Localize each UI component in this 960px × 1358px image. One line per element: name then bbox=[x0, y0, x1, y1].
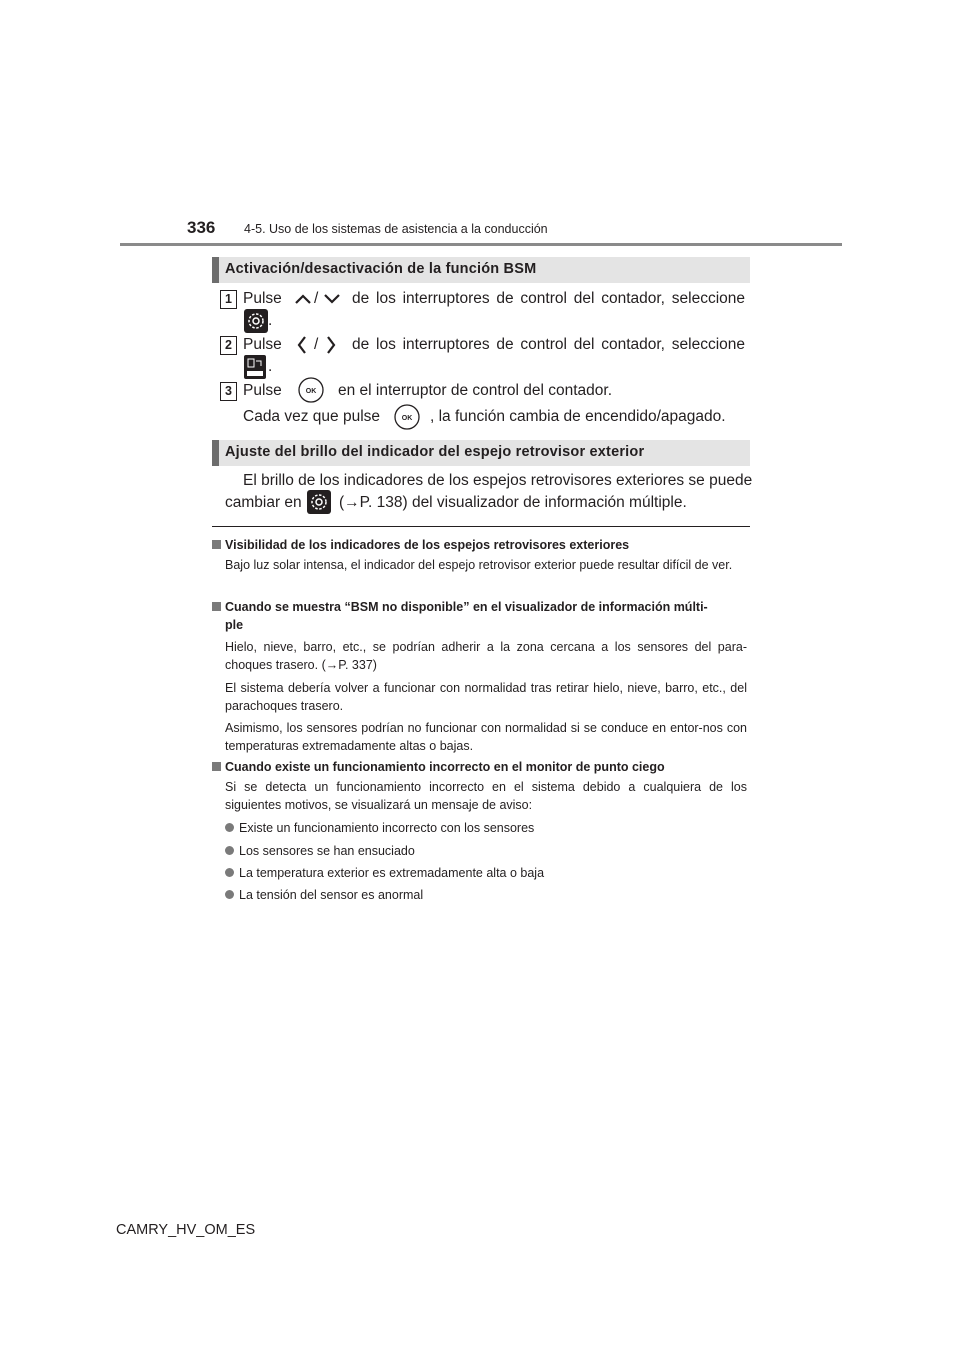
ok-button-icon bbox=[394, 404, 420, 430]
bullet-item: Los sensores se han ensuciado bbox=[225, 844, 415, 858]
square-bullet-icon bbox=[212, 540, 221, 549]
step3-sub-b: , la función cambia de encendido/apagado. bbox=[430, 408, 726, 425]
step-number-3: 3 bbox=[220, 382, 237, 401]
page-number: 336 bbox=[187, 218, 216, 237]
note-text-temperature: Asimismo, los sensores podrían no funcionar con normalidad si se conduce en entor-nos con temperaturas extremadamente altas o bajas. bbox=[225, 721, 747, 753]
step1-slash: / bbox=[314, 290, 319, 307]
step2-pulse: Pulse bbox=[243, 336, 282, 353]
note-text-malfunction: Si se detecta un funcionamiento incorrecto en el sistema debido a cualquiera de los siguientes motivos, se visualizará un mensaje de aviso: bbox=[225, 780, 747, 812]
settings-gear-icon bbox=[244, 309, 268, 333]
settings-gear-icon bbox=[307, 490, 331, 514]
header-rule bbox=[120, 243, 842, 246]
step1-period: . bbox=[268, 312, 273, 329]
chevron-left-icon bbox=[296, 335, 308, 355]
round-bullet-icon bbox=[225, 868, 234, 877]
step1-pulse: Pulse bbox=[243, 290, 282, 307]
note-text-ice: Hielo, nieve, barro, etc., se podrían adherir a la zona cercana a los sensores del para-choques trasero. (→P. 337) bbox=[225, 640, 747, 672]
chevron-right-icon bbox=[325, 335, 337, 355]
note-text-visibility: Bajo luz solar intensa, el indicador del espejo retrovisor exterior puede resultar difícil de ver. bbox=[225, 558, 733, 572]
note-heading-visibility: Visibilidad de los indicadores de los espejos retrovisores exteriores bbox=[212, 538, 629, 552]
bsm-mirror-icon bbox=[244, 355, 266, 379]
note-heading-bsm-unavailable-cont: ple bbox=[225, 618, 244, 632]
section-header: 4-5. Uso de los sistemas de asistencia a la conducción bbox=[244, 222, 548, 236]
ok-button-icon bbox=[298, 377, 324, 403]
step-number-1: 1 bbox=[220, 290, 237, 309]
chevron-down-icon bbox=[323, 293, 341, 305]
step1-text: de los interruptores de control del contador, seleccione bbox=[352, 290, 745, 307]
note-heading-bsm-unavailable: Cuando se muestra “BSM no disponible” en el visualizador de información múlti- bbox=[212, 600, 708, 614]
svg-text:OK: OK bbox=[305, 388, 317, 395]
step-number-2: 2 bbox=[220, 336, 237, 355]
note-heading-malfunction: Cuando existe un funcionamiento incorrecto en el monitor de punto ciego bbox=[212, 760, 665, 774]
bullet-item: La temperatura exterior es extremadamente alta o baja bbox=[225, 866, 544, 880]
bullet-item: Existe un funcionamiento incorrecto con los sensores bbox=[225, 821, 534, 835]
document-code: CAMRY_HV_OM_ES bbox=[116, 1222, 256, 1238]
section-bar-bsm bbox=[212, 257, 750, 283]
step2-text: de los interruptores de control del contador, seleccione bbox=[352, 336, 745, 353]
brightness-line-2a: cambiar en bbox=[225, 494, 302, 511]
notes-separator bbox=[212, 526, 750, 527]
round-bullet-icon bbox=[225, 890, 234, 899]
square-bullet-icon bbox=[212, 762, 221, 771]
bullet-item: La tensión del sensor es anormal bbox=[225, 888, 423, 902]
step3-text: en el interruptor de control del contador. bbox=[338, 382, 613, 399]
chevron-up-icon bbox=[294, 293, 312, 305]
section-title-bsm: Activación/desactivación de la función BSM bbox=[225, 261, 537, 277]
brightness-line-2b: (→P. 138) del visualizador de información múltiple. bbox=[339, 494, 687, 511]
svg-text:OK: OK bbox=[401, 415, 413, 422]
brightness-line-1: El brillo de los indicadores de los espejos retrovisores exteriores se puede bbox=[243, 472, 753, 489]
section-bar-brightness bbox=[212, 440, 750, 466]
step2-period: . bbox=[268, 358, 273, 375]
round-bullet-icon bbox=[225, 823, 234, 832]
square-bullet-icon bbox=[212, 602, 221, 611]
step2-slash: / bbox=[314, 336, 319, 353]
step3-pulse: Pulse bbox=[243, 382, 282, 399]
round-bullet-icon bbox=[225, 846, 234, 855]
step3-sub-a: Cada vez que pulse bbox=[243, 408, 381, 425]
section-title-brightness: Ajuste del brillo del indicador del espejo retrovisor exterior bbox=[225, 444, 645, 460]
note-text-restore: El sistema debería volver a funcionar con normalidad tras retirar hielo, nieve, barro, etc., del parachoques trasero. bbox=[225, 681, 747, 713]
